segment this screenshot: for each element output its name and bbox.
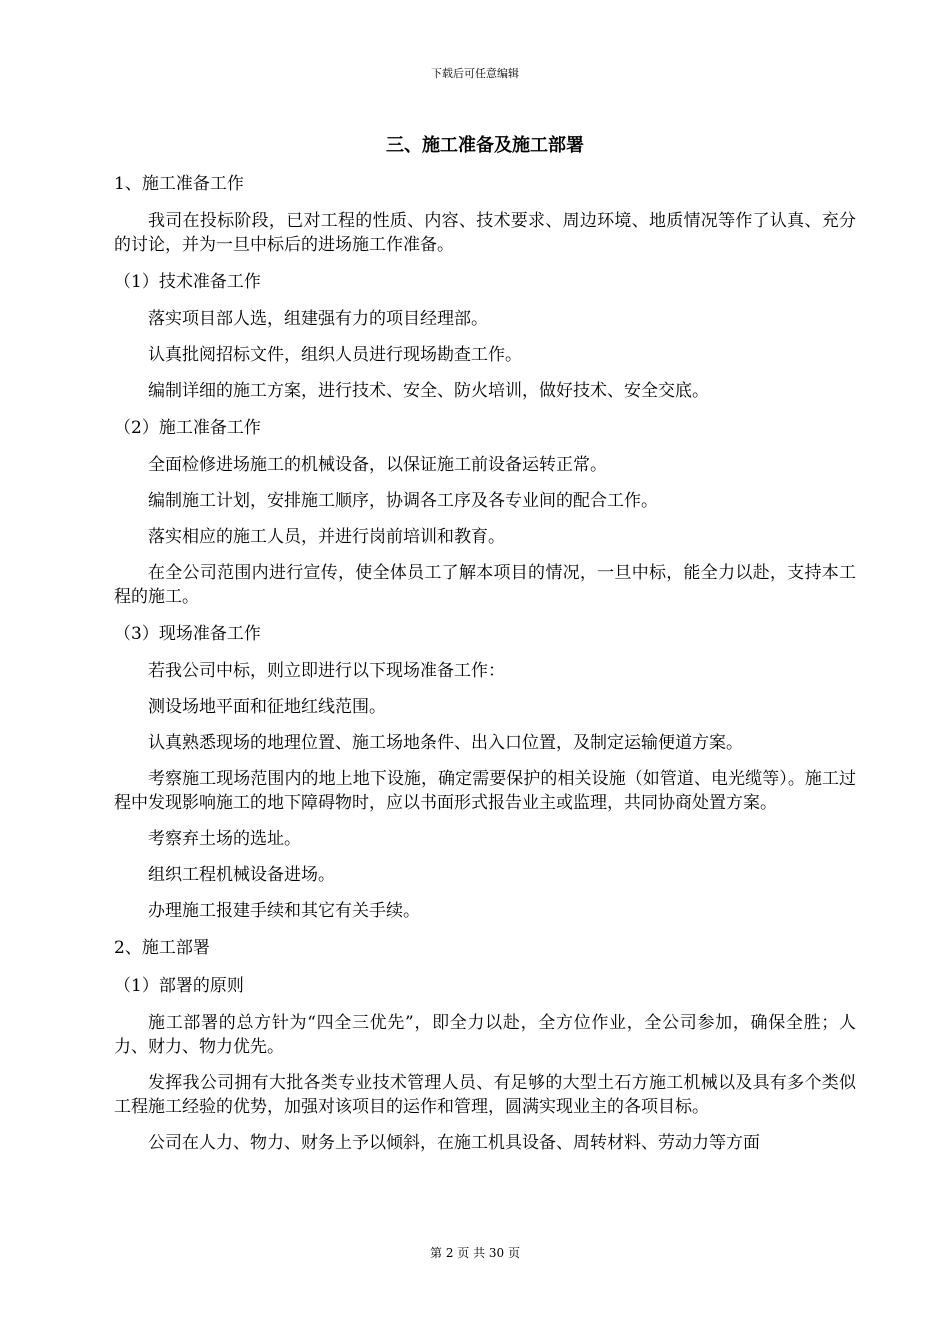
- section-title: 三、施工准备及施工部署: [386, 135, 584, 156]
- paragraph: 考察施工现场范围内的地上地下设施，确定需要保护的相关设施（如管道、电光缆等）。施工过程中发现影响施工的地下障碍物时，应以书面形式报告业主或监理，共同协商处置方案。: [114, 769, 856, 813]
- paragraph: 认真批阅招标文件，组织人员进行现场勘查工作。: [148, 345, 522, 365]
- paragraph: 办理施工报建手续和其它有关手续。: [148, 901, 420, 921]
- section-heading: 1、施工准备工作: [114, 174, 244, 194]
- paragraph: 编制施工计划，安排施工顺序，协调各工序及各专业间的配合工作。: [148, 491, 658, 511]
- section-heading: （2）施工准备工作: [114, 418, 261, 438]
- paragraph: 考察弃土场的选址。: [148, 829, 301, 849]
- paragraph: 编制详细的施工方案，进行技术、安全、防火培训，做好技术、安全交底。: [148, 381, 709, 401]
- section-heading: （1）部署的原则: [114, 976, 244, 996]
- paragraph: 组织工程机械设备进场。: [148, 865, 335, 885]
- paragraph: 施工部署的总方针为“四全三优先”，即全力以赴，全方位作业，全公司参加，确保全胜；人力、财力、物力优先。: [114, 1013, 856, 1057]
- page-header: 下载后可任意编辑: [431, 67, 519, 80]
- paragraph: 发挥我公司拥有大批各类专业技术管理人员、有足够的大型土石方施工机械以及具有多个类似工程施工经验的优势，加强对该项目的运作和管理，圆满实现业主的各项目标。: [114, 1073, 856, 1117]
- section-heading: （3）现场准备工作: [114, 624, 261, 644]
- paragraph: 落实相应的施工人员，并进行岗前培训和教育。: [148, 527, 505, 547]
- page-footer: 第 2 页 共 30 页: [430, 1246, 520, 1260]
- paragraph: 测设场地平面和征地红线范围。: [148, 697, 386, 717]
- paragraph-list: [114, 171, 856, 1155]
- document-body: [114, 133, 856, 1167]
- section-heading: 2、施工部署: [114, 938, 210, 958]
- paragraph: 我司在投标阶段，已对工程的性质、内容、技术要求、周边环境、地质情况等作了认真、充分的讨论，并为一旦中标后的进场施工作准备。: [114, 211, 856, 255]
- paragraph: 全面检修进场施工的机械设备，以保证施工前设备运转正常。: [148, 455, 607, 475]
- section-heading: （1）技术准备工作: [114, 272, 261, 292]
- paragraph: 公司在人力、物力、财务上予以倾斜，在施工机具设备、周转材料、劳动力等方面: [148, 1133, 760, 1153]
- paragraph: 在全公司范围内进行宣传，使全体员工了解本项目的情况，一旦中标，能全力以赴，支持本工程的施工。: [114, 563, 856, 607]
- paragraph: 落实项目部人选，组建强有力的项目经理部。: [148, 309, 488, 329]
- paragraph: 认真熟悉现场的地理位置、施工场地条件、出入口位置，及制定运输便道方案。: [148, 733, 743, 753]
- paragraph: 若我公司中标，则立即进行以下现场准备工作：: [148, 661, 505, 681]
